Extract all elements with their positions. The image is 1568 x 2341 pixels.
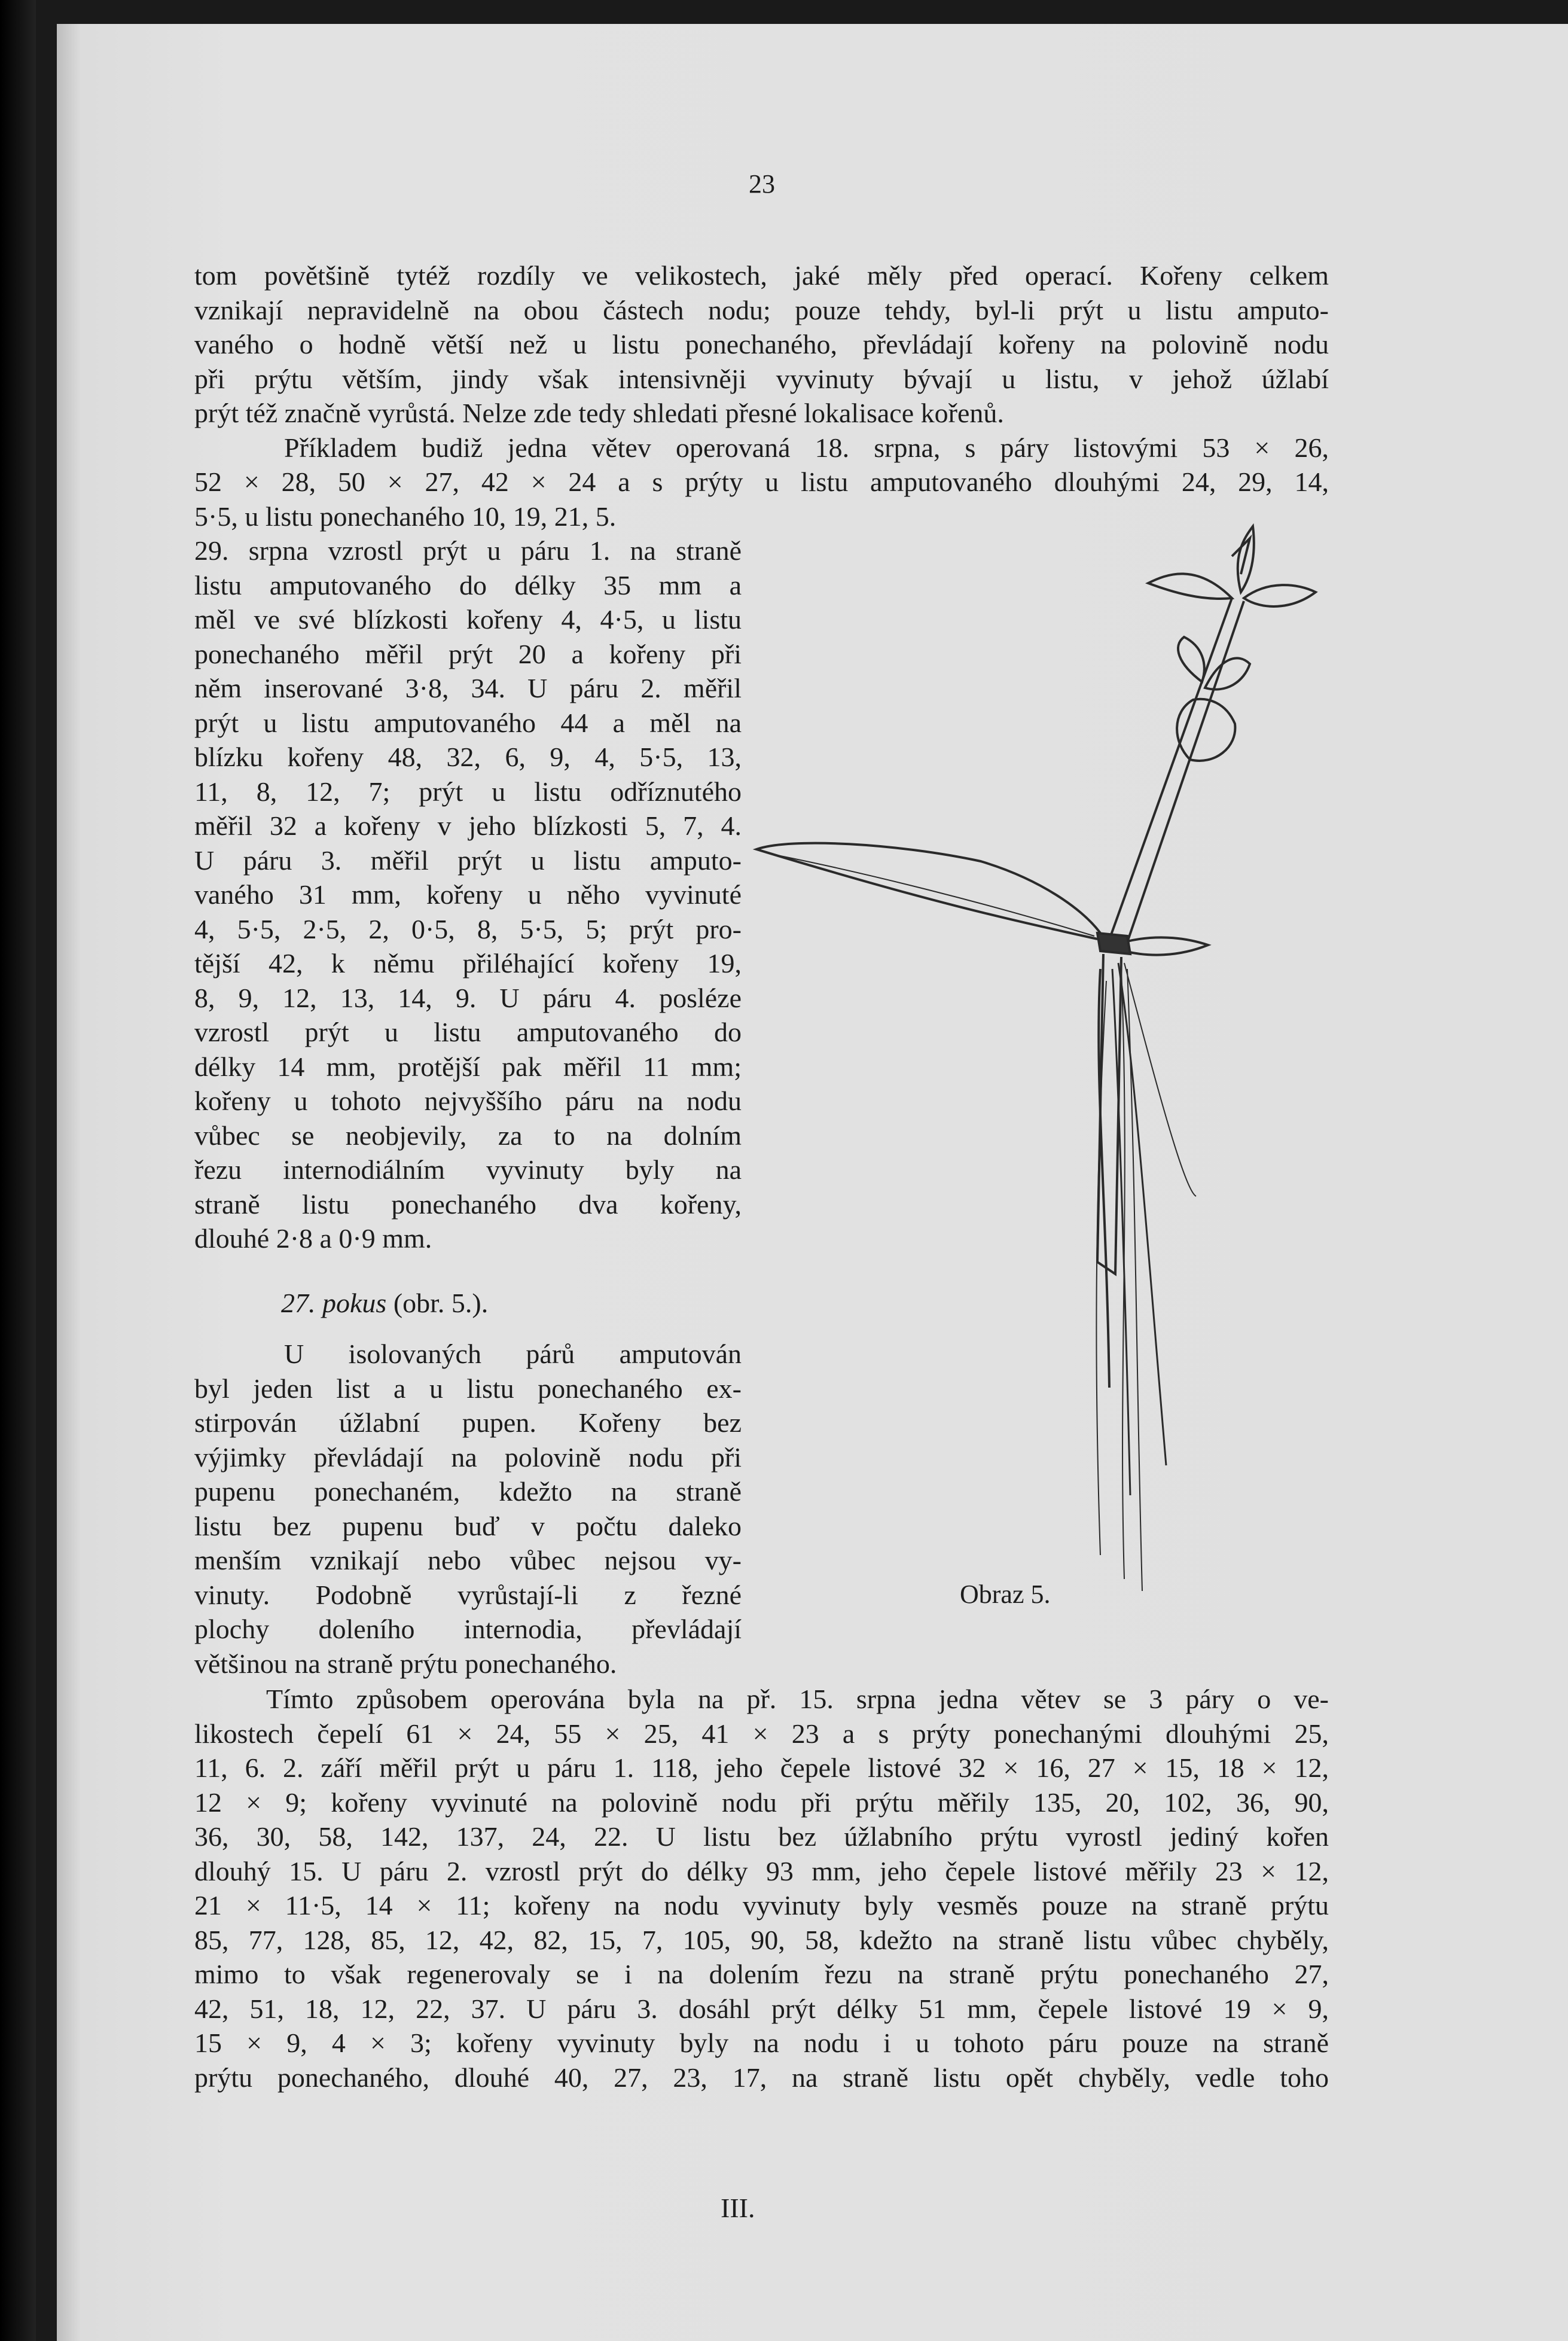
text-line: menším vznikají nebo vůbec nejsou vy-: [194, 1545, 742, 1575]
text-line: 15 × 9, 4 × 3; kořeny vyvinuty byly na nodu i u tohoto páru pouze na straně: [194, 2028, 1329, 2058]
text-line: 29. srpna vzrostl prýt u páru 1. na straně: [194, 535, 742, 566]
text-line: kořeny u tohoto nejvyššího páru na nodu: [194, 1086, 742, 1116]
text-line: Tímto způsobem operována byla na př. 15. srpna jedna větev se 3 páry o ve-: [266, 1684, 1329, 1714]
text-line: dlouhý 15. U páru 2. vzrostl prýt do délky 93 mm, jeho čepele listové měřily 23 × 12,: [194, 1855, 1329, 1886]
text-line: ponechaného měřil prýt 20 a kořeny při: [194, 638, 742, 669]
text-line: prýt u listu amputovaného 44 a měl na: [194, 707, 742, 738]
text-line: 5·5, u listu ponechaného 10, 19, 21, 5.: [194, 501, 617, 532]
text-line: tější 42, k němu přiléhající kořeny 19,: [194, 948, 742, 979]
text-line: mimo to však regenerovaly se i na dolením řezu na straně prýtu ponechaného 27,: [194, 1959, 1329, 1989]
text-line: řezu internodiálním vyvinuty byly na: [194, 1154, 742, 1185]
text-line: 42, 51, 18, 12, 22, 37. U páru 3. dosáhl prýt délky 51 mm, čepele listové 19 × 9,: [194, 1993, 1329, 2024]
text-line: vaného 31 mm, kořeny u něho vyvinuté: [194, 879, 742, 910]
text-line: prýt též značně vyrůstá. Nelze zde tedy shledati přesné lokalisace kořenů.: [194, 398, 1004, 428]
text-line: likostech čepelí 61 × 24, 55 × 25, 41 × 23 a s prýty ponechanými dlouhými 25,: [194, 1718, 1329, 1749]
text-line: délky 14 mm, protější pak měřil 11 mm;: [194, 1051, 742, 1082]
text-line: 36, 30, 58, 142, 137, 24, 22. U listu bez úžlabního prýtu vyrostl jediný kořen: [194, 1821, 1329, 1852]
text-line: byl jeden list a u listu ponechaného ex-: [194, 1373, 742, 1404]
text-line: prýtu ponechaného, dlouhé 40, 27, 23, 17, na straně listu opět chyběly, vedle toho: [194, 2062, 1329, 2093]
plant-drawing: [756, 526, 1316, 1591]
text-line: 85, 77, 128, 85, 12, 42, 82, 15, 7, 105, 90, 58, kdežto na straně listu vůbec chyběly,: [194, 1924, 1329, 1955]
text-line: vinuty. Podobně vyrůstají-li z řezné: [194, 1579, 742, 1610]
text-line: většinou na straně prýtu ponechaného.: [194, 1648, 617, 1679]
figure-caption: Obraz 5.: [960, 1580, 1051, 1609]
page-number: 23: [749, 169, 775, 199]
text-line: vůbec se neobjevily, za to na dolním: [194, 1120, 742, 1151]
text-line: 4, 5·5, 2·5, 2, 0·5, 8, 5·5, 5; prýt pro-: [194, 913, 742, 944]
figure-reference: (obr. 5.).: [393, 1288, 489, 1318]
signature-mark: III.: [721, 2193, 755, 2223]
text-line: straně listu ponechaného dva kořeny,: [194, 1188, 742, 1220]
text-line: pupenu ponechaném, kdežto na straně: [194, 1476, 742, 1507]
text-line: 11, 8, 12, 7; prýt u listu odříznutého: [194, 776, 742, 807]
text-line: plochy doleního internodia, převládají: [194, 1614, 742, 1644]
text-line: dlouhé 2·8 a 0·9 mm.: [194, 1223, 432, 1254]
text-line: tom povětšině tytéž rozdíly ve velikostech, jaké měly před operací. Kořeny celkem: [194, 260, 1329, 291]
text-line: U páru 3. měřil prýt u listu amputo-: [194, 845, 742, 876]
text-line: 52 × 28, 50 × 27, 42 × 24 a s prýty u listu amputovaného dlouhými 24, 29, 14,: [194, 467, 1329, 497]
text-line: listu amputovaného do délky 35 mm a: [194, 569, 742, 601]
text-line: 12 × 9; kořeny vyvinuté na polovině nodu při prýtu měřily 135, 20, 102, 36, 90,: [194, 1787, 1329, 1818]
text-line: měřil 32 a kořeny v jeho blízkosti 5, 7, 4.: [194, 810, 742, 841]
text-line: něm inserované 3·8, 34. U páru 2. měřil: [194, 673, 742, 703]
text-line: vaného o hodně větší než u listu ponechaného, převládají kořeny na polovině nodu: [194, 329, 1329, 359]
text-line: 8, 9, 12, 13, 14, 9. U páru 4. posléze: [194, 982, 742, 1013]
text-line: 11, 6. 2. září měřil prýt u páru 1. 118, jeho čepele listové 32 × 16, 27 × 15, 18 × 12,: [194, 1752, 1329, 1783]
text-line: blízku kořeny 48, 32, 6, 9, 4, 5·5, 13,: [194, 742, 742, 772]
text-line: výjimky převládají na polovině nodu při: [194, 1441, 742, 1473]
text-line: stirpován úžlabní pupen. Kořeny bez: [194, 1407, 742, 1438]
text-line: Příkladem budiž jedna větev operovaná 18. srpna, s páry listovými 53 × 26,: [284, 432, 1329, 463]
text-line: listu bez pupenu buď v počtu daleko: [194, 1510, 742, 1541]
experiment-title: 27. pokus: [281, 1288, 387, 1318]
text-line: měl ve své blízkosti kořeny 4, 4·5, u listu: [194, 604, 742, 635]
text-line: při prýtu větším, jindy však intensivněji vyvinuty bývají u listu, v jehož úžlabí: [194, 363, 1329, 394]
text-line: vzrostl prýt u listu amputovaného do: [194, 1017, 742, 1047]
text-line: vznikají nepravidelně na obou částech nodu; pouze tehdy, byl-li prýt u listu amputo-: [194, 294, 1329, 325]
text-line: U isolovaných párů amputován: [284, 1339, 742, 1369]
text-line: 21 × 11·5, 14 × 11; kořeny na nodu vyvinuty byly vesměs pouze na straně prýtu: [194, 1890, 1329, 1921]
